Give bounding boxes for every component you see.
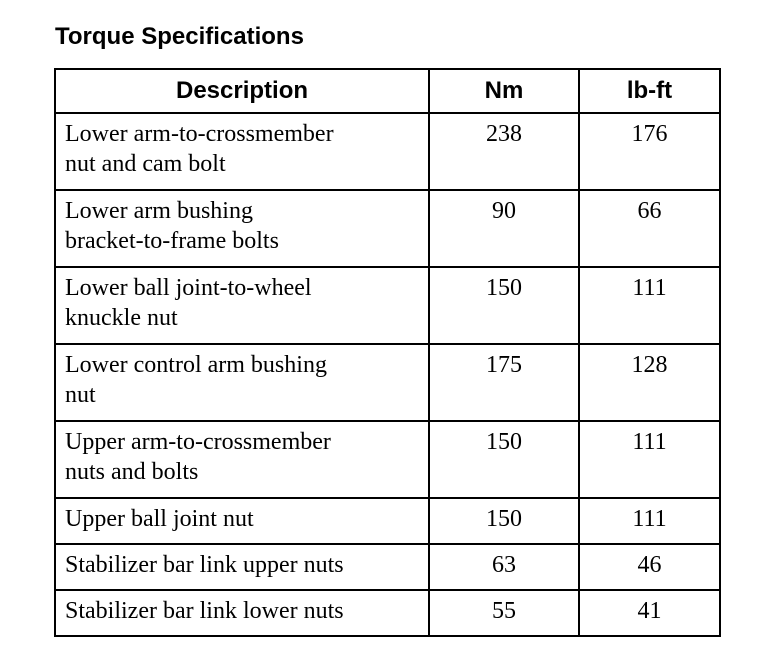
description-line: knuckle nut bbox=[65, 305, 178, 331]
description-line: Lower ball joint-to-wheel bbox=[65, 275, 312, 301]
description-line: nut bbox=[65, 382, 96, 408]
description-line: Lower arm-to-crossmember bbox=[65, 121, 334, 147]
cell-lbft: 111 bbox=[579, 267, 720, 344]
cell-nm: 63 bbox=[429, 544, 579, 590]
cell-description bbox=[55, 498, 429, 544]
description-line: Lower control arm bushing bbox=[65, 352, 327, 378]
cell-lbft: 66 bbox=[579, 190, 720, 267]
table-row bbox=[55, 267, 720, 344]
cell-nm: 55 bbox=[429, 590, 579, 636]
table-row bbox=[55, 190, 720, 267]
cell-nm: 90 bbox=[429, 190, 579, 267]
table-row bbox=[55, 498, 720, 544]
description-line: Upper ball joint nut bbox=[65, 506, 254, 532]
cell-description bbox=[55, 344, 429, 421]
cell-lbft: 111 bbox=[579, 421, 720, 498]
description-line: Upper arm-to-crossmember bbox=[65, 429, 331, 455]
description-line: nut and cam bolt bbox=[65, 151, 226, 177]
cell-nm: 150 bbox=[429, 421, 579, 498]
description-line: bracket-to-frame bolts bbox=[65, 228, 279, 254]
header-lbft: lb-ft bbox=[579, 69, 720, 113]
torque-spec-table bbox=[54, 68, 721, 637]
cell-nm: 150 bbox=[429, 267, 579, 344]
table-row bbox=[55, 421, 720, 498]
table-header bbox=[55, 69, 720, 113]
cell-description bbox=[55, 113, 429, 190]
cell-lbft: 46 bbox=[579, 544, 720, 590]
cell-lbft: 176 bbox=[579, 113, 720, 190]
cell-description bbox=[55, 190, 429, 267]
cell-lbft: 128 bbox=[579, 344, 720, 421]
cell-description bbox=[55, 590, 429, 636]
table-body bbox=[55, 113, 720, 636]
table-row bbox=[55, 590, 720, 636]
description-line: Stabilizer bar link upper nuts bbox=[65, 552, 344, 578]
cell-nm: 175 bbox=[429, 344, 579, 421]
page-title: Torque Specifications bbox=[55, 23, 304, 50]
table-row bbox=[55, 113, 720, 190]
cell-nm: 150 bbox=[429, 498, 579, 544]
cell-lbft: 41 bbox=[579, 590, 720, 636]
cell-description bbox=[55, 544, 429, 590]
description-line: nuts and bolts bbox=[65, 459, 199, 485]
description-line: Lower arm bushing bbox=[65, 198, 253, 224]
header-description: Description bbox=[55, 69, 429, 113]
cell-description bbox=[55, 267, 429, 344]
header-row bbox=[55, 69, 720, 113]
description-line: Stabilizer bar link lower nuts bbox=[65, 598, 344, 624]
cell-lbft: 111 bbox=[579, 498, 720, 544]
cell-nm: 238 bbox=[429, 113, 579, 190]
table-row bbox=[55, 344, 720, 421]
header-nm: Nm bbox=[429, 69, 579, 113]
cell-description bbox=[55, 421, 429, 498]
table-row bbox=[55, 544, 720, 590]
